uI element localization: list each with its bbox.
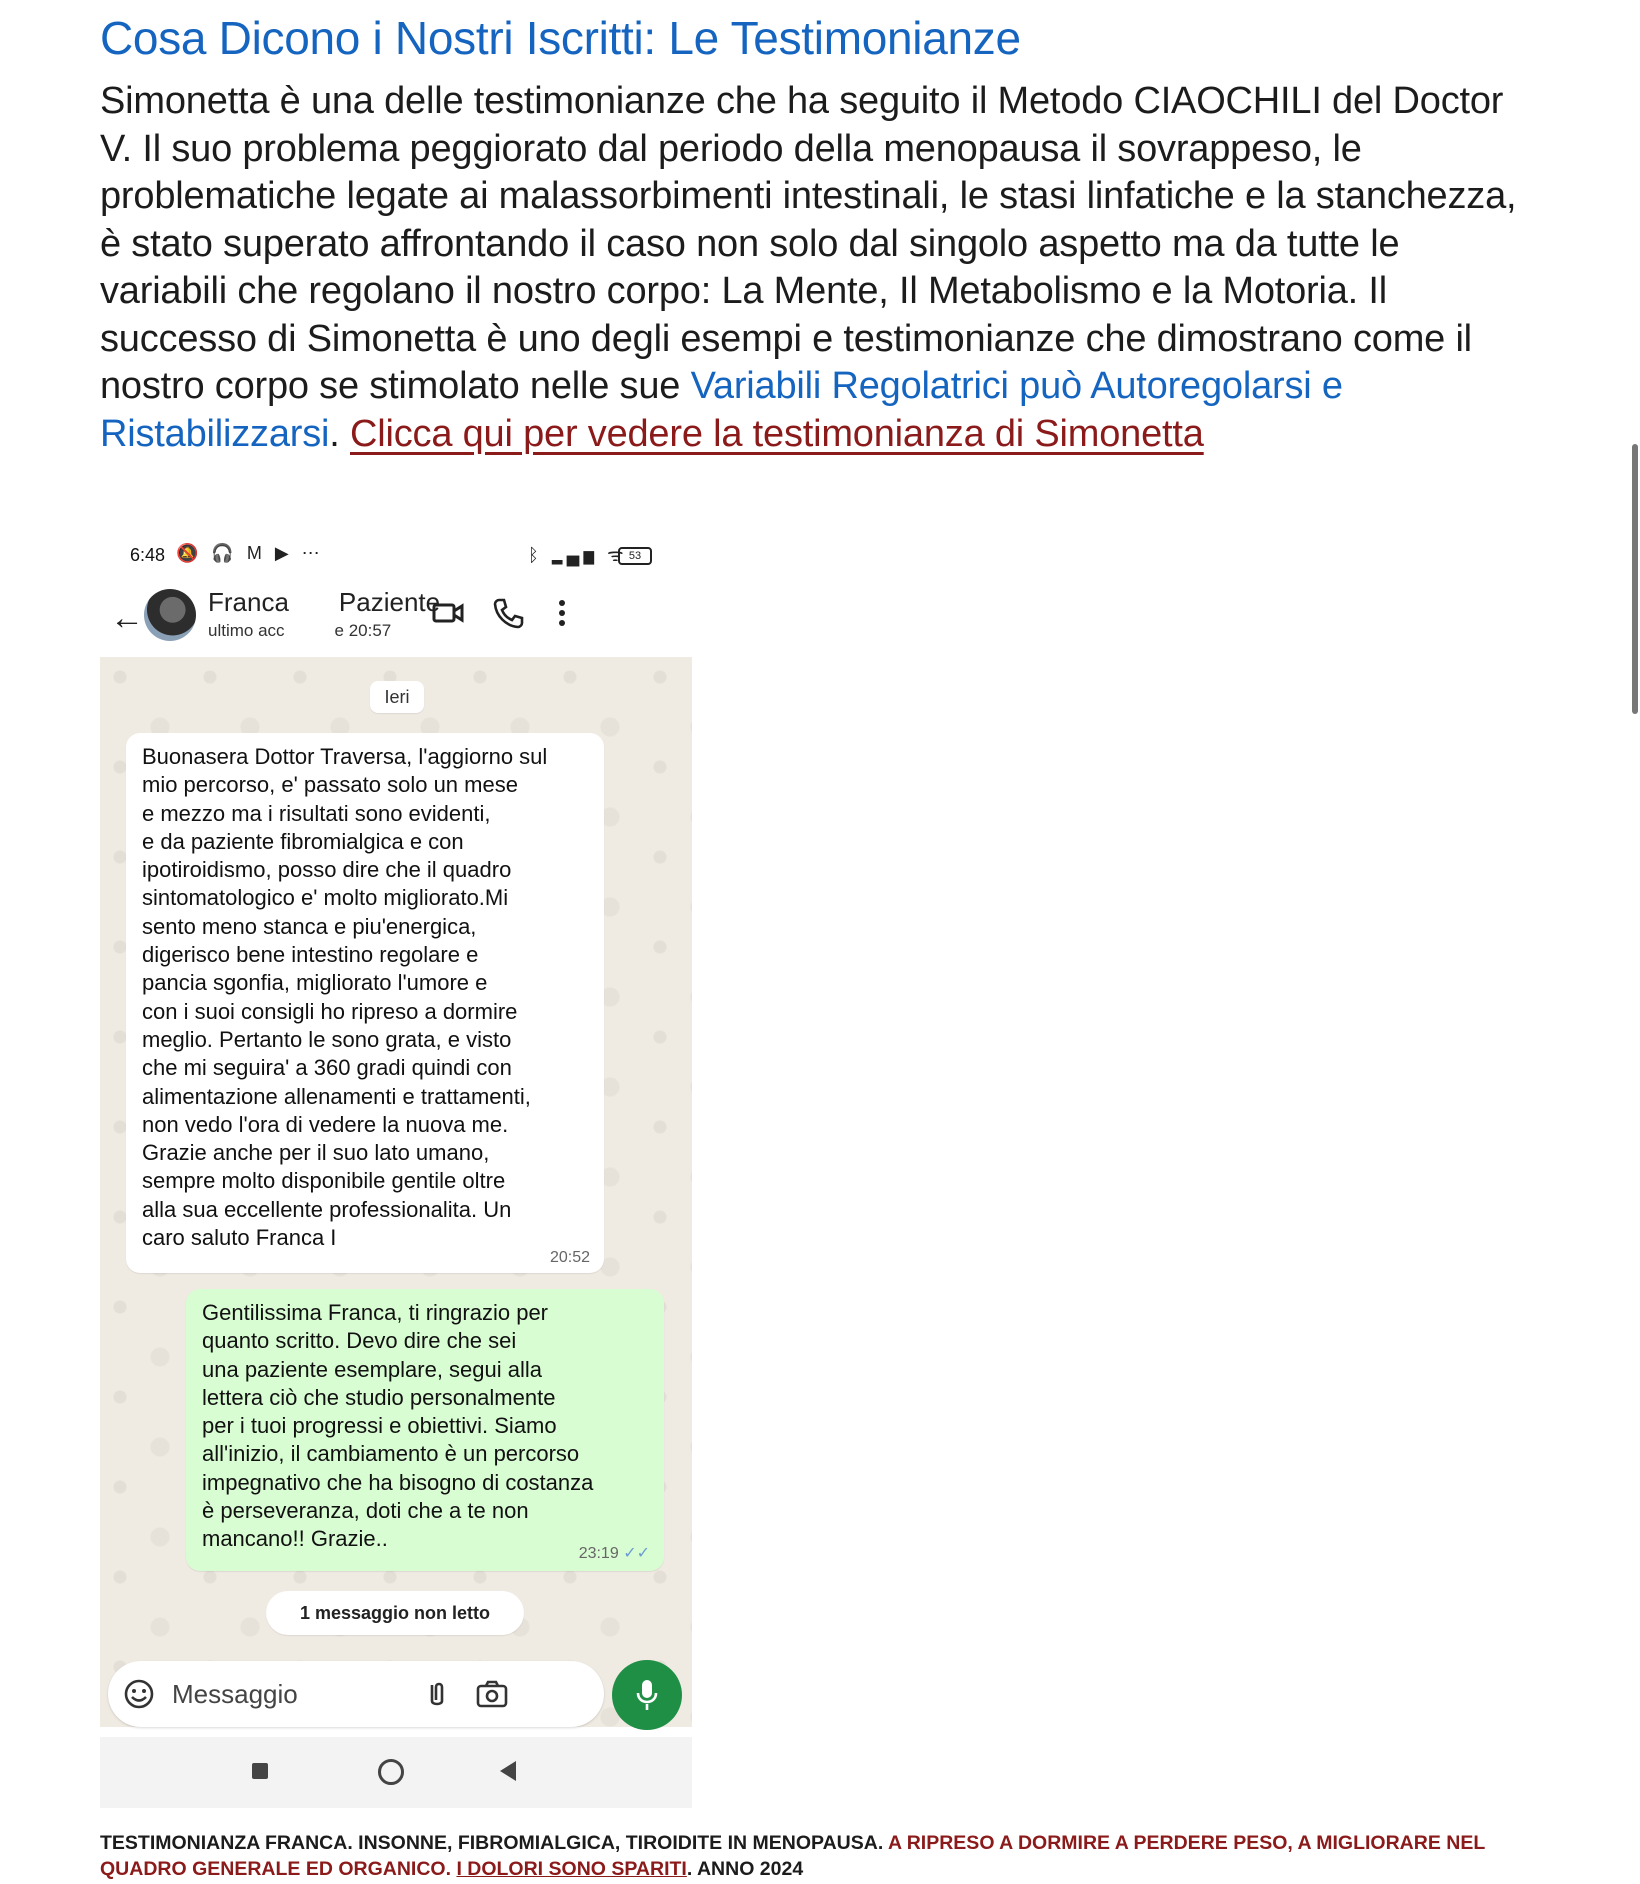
home-icon[interactable] <box>378 1759 404 1785</box>
contact-name[interactable]: Franca Paziente <box>208 587 441 617</box>
image-caption: TESTIMONIANZA FRANCA. INSONNE, FIBROMIALGICA, TIROIDITE IN MENOPAUSA. A RIPRESO A DORMIRE A PERDERE PESO, A MIGLIORARE NEL QUADRO GENERALE ED ORGANICO. I DOLORI SONO SPARITI. ANNO 2024 <box>100 1832 1485 1880</box>
recents-icon[interactable] <box>252 1763 268 1779</box>
status-time: 6:48 <box>130 545 166 565</box>
page-scrollbar[interactable] <box>1632 444 1638 714</box>
article <box>100 0 1520 458</box>
notification-icons: 🔕 🎧 M ▶ ⋯ <box>176 543 324 563</box>
chat-header <box>100 581 692 657</box>
incoming-message[interactable] <box>126 733 604 1273</box>
emoji-icon[interactable] <box>122 1677 156 1711</box>
double-check-icon: ✓✓ <box>623 1545 650 1562</box>
video-testimonial-link[interactable]: Clicca qui per vedere la testimonianza di Simonetta <box>350 412 1204 455</box>
last-seen: ultimo acc e 20:57 <box>208 621 392 640</box>
incoming-message-time: 20:52 <box>549 1249 590 1266</box>
incoming-message-text: Buonasera Dottor Traversa, l'aggiorno sul mio percorso, e' passato solo un mese e mezzo ma i risultati sono evidenti, e da paziente fibromialgica e con ipotiroidismo, posso dire che il quadro sintomatologico e' molto migliorato.Mi sento meno stanca e piu'energica, digerisco bene intestino regolare e pancia sgonfia, migliorato l'umore e con i suoi consigli ho ripreso a dormire meglio. Pertanto le sono grata, e visto che mi seguira' a 360 gradi quindi con alimentazione allenamenti e trattamenti, non vedo l'ora di vedere la nuova me. Grazie anche per il suo lato umano, sempre molto disponibile gentile oltre alla sua eccellente professionalita. Un caro saluto Franca I <box>142 744 548 1251</box>
link-separator: . <box>329 412 350 455</box>
avatar[interactable] <box>144 589 196 641</box>
intro-text: Simonetta è una delle testimonianze che ha seguito il Metodo CIAOCHILI del Doctor V. Il suo problema peggiorato dal periodo della menopausa il sovrappeso, le problematiche legate ai malassorbimenti intestinali, le stasi linfatiche e la stanchezza, è stato superato affrontando il caso non solo dal singolo aspetto ma da tutte le variabili che regolano il nostro corpo: La Mente, Il Metabolismo e la Motoria. Il successo di Simonetta è uno degli esempi e testimonianze che dimostrano come il nostro corpo se stimolato nelle sue <box>100 80 1517 407</box>
attach-icon[interactable] <box>420 1677 454 1711</box>
signal-icons: ᛒ ▂▄▆ ᯤ <box>528 545 628 565</box>
phone-call-icon[interactable] <box>490 595 526 631</box>
battery-icon: 53 <box>618 547 652 565</box>
intro-paragraph <box>100 78 1520 458</box>
outgoing-message[interactable] <box>186 1289 664 1571</box>
section-title: Cosa Dicono i Nostri Iscritti: Le Testimonianze <box>100 12 1021 64</box>
message-input[interactable]: Messaggio <box>172 1679 298 1709</box>
mic-icon <box>634 1678 660 1712</box>
status-bar <box>100 533 692 579</box>
mic-button[interactable] <box>612 1660 682 1730</box>
day-chip: Ieri <box>370 681 424 713</box>
message-input-bar[interactable] <box>108 1661 604 1727</box>
video-call-icon[interactable] <box>430 595 466 631</box>
unread-messages-banner: 1 messaggio non letto <box>266 1591 524 1635</box>
whatsapp-screenshot <box>100 533 692 1808</box>
android-back-icon[interactable] <box>500 1761 516 1781</box>
more-options-icon[interactable] <box>544 595 580 631</box>
outgoing-message-text: Gentilissima Franca, ti ringrazio per quanto scritto. Devo dire che sei una paziente esemplare, segui alla lettera ciò che studio personalmente per i tuoi progressi e obiettivi. Siamo all'inizio, il cambiamento è un percorso impegnativo che ha bisogno di costanza è perseveranza, doti che a te non mancano!! Grazie.. <box>202 1300 594 1552</box>
android-nav-bar <box>100 1737 692 1808</box>
variabili-regolatrici-link[interactable]: Variabili Regolatrici può Autoregolarsi e Ristabilizzarsi <box>100 365 1343 455</box>
chat-area[interactable] <box>100 657 692 1727</box>
back-arrow-icon[interactable]: ← <box>110 599 144 637</box>
outgoing-message-time: 23:19 ✓✓ <box>578 1545 650 1562</box>
camera-icon[interactable] <box>474 1677 510 1711</box>
